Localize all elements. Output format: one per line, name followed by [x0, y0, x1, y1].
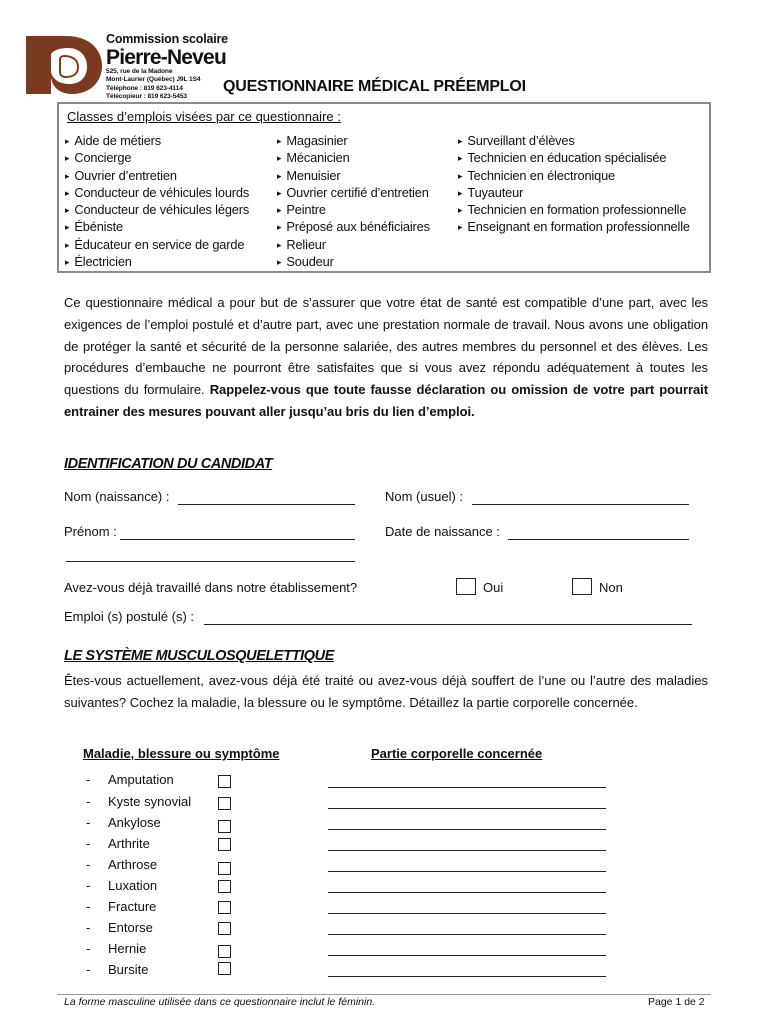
body-part-field[interactable] — [328, 913, 606, 914]
list-dash: - — [86, 878, 91, 893]
list-dash: - — [86, 857, 91, 872]
condition-column-header: Maladie, blessure ou symptôme — [83, 746, 280, 761]
condition-name: Ankylose — [108, 815, 161, 830]
body-part-field[interactable] — [328, 787, 606, 788]
body-part-field[interactable] — [328, 892, 606, 893]
condition-checkbox[interactable] — [218, 797, 231, 810]
organization-block — [106, 33, 228, 102]
org-fax: Télécopieur : 819 623-5453 — [106, 93, 187, 100]
musculo-instructions: Êtes-vous actuellement, avez-vous déjà été traité ou avez-vous déjà souffert de l’une ou l’autre des maladies suivantes? Cochez la maladie, la blessure ou le symptôme. Détaillez la partie corporelle concernée. — [64, 673, 708, 710]
job-item: ▸ Enseignant en formation professionnelle — [458, 218, 690, 235]
job-item: ▸ Peintre — [277, 201, 430, 218]
birth-name-label: Nom (naissance) : — [64, 489, 170, 504]
condition-name: Luxation — [108, 878, 158, 893]
job-item: ▸ Soudeur — [277, 253, 430, 270]
body-part-column-header: Partie corporelle concernée — [371, 746, 543, 761]
worked-here-question: Avez-vous déjà travaillé dans notre établissement? — [64, 580, 358, 595]
job-item: ▸ Magasinier — [277, 132, 430, 149]
condition-name: Entorse — [108, 920, 153, 935]
job-column-3 — [458, 132, 690, 236]
body-part-field[interactable] — [328, 829, 606, 830]
job-item: ▸ Mécanicien — [277, 149, 430, 166]
footer-divider — [57, 994, 711, 995]
condition-checkbox[interactable] — [218, 862, 231, 875]
job-item: ▸ Préposé aux bénéficiaires — [277, 218, 430, 235]
oui-checkbox[interactable] — [456, 578, 476, 595]
org-address2: Mont-Laurier (Québec) J9L 1S4 — [106, 76, 201, 83]
job-item: ▸ Ouvrier certifié d’entretien — [277, 184, 430, 201]
job-item: ▸ Aide de métiers — [65, 132, 249, 149]
body-part-field[interactable] — [328, 871, 606, 872]
birth-date-label: Date de naissance : — [385, 524, 500, 539]
usual-name-field[interactable] — [472, 504, 689, 505]
condition-checkbox[interactable] — [218, 945, 231, 958]
condition-checkbox[interactable] — [218, 838, 231, 851]
body-part-field[interactable] — [328, 976, 606, 977]
body-part-field[interactable] — [328, 850, 606, 851]
first-name-label: Prénom : — [64, 524, 117, 539]
job-item: ▸ Technicien en éducation spécialisée — [458, 149, 690, 166]
intro-text: Ce questionnaire médical a pour but de s’assurer que votre état de santé est compatible d’une part, avec les exigences de l’emploi postulé et d’autre part, avec une prestation normale de travail. Nous avons une obligation de protéger la santé et sécurité de la personne salariée, des autres membres du personnel et des élèves. Les procédures d’embauche ne pourront être satisfaites que si vous avez répondu adéquatement à toutes les questions du formulaire. — [64, 295, 708, 398]
body-part-field[interactable] — [328, 808, 606, 809]
job-column-2 — [277, 132, 430, 270]
non-checkbox[interactable] — [572, 578, 592, 595]
document-title: QUESTIONNAIRE MÉDICAL PRÉEMPLOI — [223, 78, 526, 95]
first-name-field[interactable] — [120, 539, 355, 540]
condition-checkbox[interactable] — [218, 922, 231, 935]
job-classes-box — [57, 102, 711, 273]
job-item: ▸ Menuisier — [277, 167, 430, 184]
intro-warning: Rappelez-vous que toute fausse déclaration ou omission de votre part pourrait entrainer des mesures pouvant aller jusqu’au bris du lien d’emploi. — [64, 382, 708, 419]
first-name-field-extra[interactable] — [66, 561, 355, 562]
oui-label: Oui — [483, 580, 504, 595]
page-number: Page 1 de 2 — [648, 996, 705, 1008]
musculo-heading: LE SYSTÈME MUSCULOSQUELETTIQUE — [64, 648, 334, 664]
condition-checkbox[interactable] — [218, 820, 231, 833]
job-item: ▸ Ouvrier d’entretien — [65, 167, 249, 184]
usual-name-label: Nom (usuel) : — [385, 489, 464, 504]
job-applied-label: Emploi (s) postulé (s) : — [64, 609, 195, 624]
birth-date-field[interactable] — [508, 539, 689, 540]
birth-name-field[interactable] — [178, 504, 355, 505]
job-item: ▸ Concierge — [65, 149, 249, 166]
csp-logo-icon — [24, 34, 104, 96]
list-dash: - — [86, 836, 91, 851]
job-item: ▸ Ébéniste — [65, 218, 249, 235]
org-name-line1: Commission scolaire — [106, 32, 228, 46]
condition-checkbox[interactable] — [218, 880, 231, 893]
body-part-field[interactable] — [328, 934, 606, 935]
job-item: ▸ Conducteur de véhicules lourds — [65, 184, 249, 201]
job-item: ▸ Surveillant d’élèves — [458, 132, 690, 149]
condition-checkbox[interactable] — [218, 775, 231, 788]
job-item: ▸ Tuyauteur — [458, 184, 690, 201]
condition-checkbox[interactable] — [218, 901, 231, 914]
job-applied-field[interactable] — [204, 624, 692, 625]
job-item: ▸ Technicien en électronique — [458, 167, 690, 184]
identification-heading: IDENTIFICATION DU CANDIDAT — [64, 456, 273, 472]
condition-name: Arthrose — [108, 857, 158, 872]
job-item: ▸ Électricien — [65, 253, 249, 270]
job-item: ▸ Technicien en formation professionnelle — [458, 201, 690, 218]
list-dash: - — [86, 941, 91, 956]
condition-name: Hernie — [108, 941, 147, 956]
list-dash: - — [86, 920, 91, 935]
job-item: ▸ Éducateur en service de garde — [65, 236, 249, 253]
job-item: ▸ Relieur — [277, 236, 430, 253]
body-part-field[interactable] — [328, 955, 606, 956]
list-dash: - — [86, 772, 91, 787]
intro-paragraph — [64, 292, 708, 423]
list-dash: - — [86, 899, 91, 914]
condition-name: Fracture — [108, 899, 157, 914]
condition-name: Arthrite — [108, 836, 150, 851]
org-phone: Téléphone : 819 623-4114 — [106, 84, 183, 92]
list-dash: - — [86, 962, 91, 977]
condition-checkbox[interactable] — [218, 962, 231, 975]
condition-name: Bursite — [108, 962, 149, 977]
condition-name: Kyste synovial — [108, 794, 192, 809]
job-item: ▸ Conducteur de véhicules légers — [65, 201, 249, 218]
condition-name: Amputation — [108, 772, 174, 787]
non-label: Non — [599, 580, 623, 595]
org-name-line2: Pierre-Neveu — [106, 45, 226, 69]
footer-note: La forme masculine utilisée dans ce questionnaire inclut le féminin. — [64, 996, 376, 1008]
list-dash: - — [86, 815, 91, 830]
job-classes-heading: Classes d’emplois visées par ce questionnaire : — [67, 109, 341, 124]
job-column-1 — [65, 132, 249, 270]
org-address1: 525, rue de la Madone — [106, 67, 173, 75]
list-dash: - — [86, 794, 91, 809]
